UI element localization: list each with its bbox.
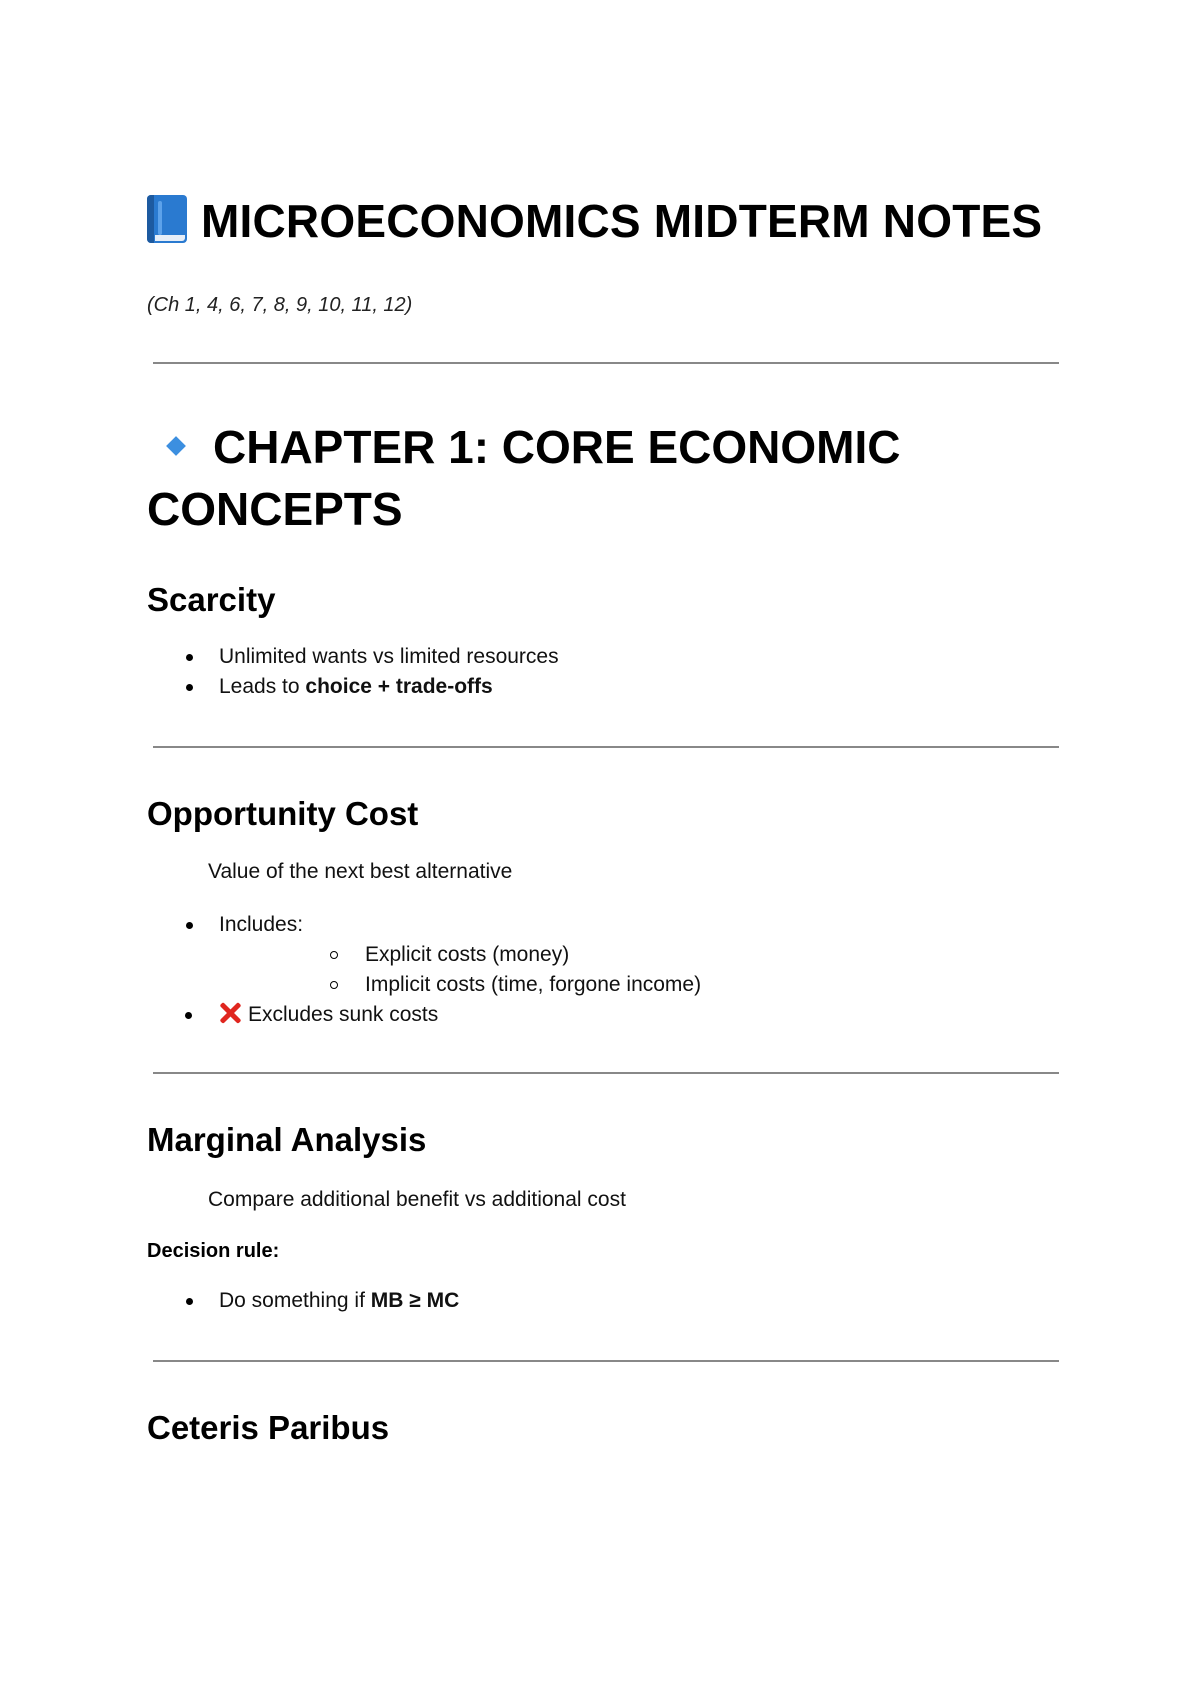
marginal-analysis-definition: Compare additional benefit vs additional cost (208, 1188, 626, 1211)
chapters-note: (Ch 1, 4, 6, 7, 8, 9, 10, 11, 12) (147, 294, 413, 316)
chapter-title-text: CHAPTER 1: CORE ECONOMIC CONCEPTS (147, 421, 901, 535)
scarcity-list (147, 642, 1059, 702)
includes-sublist (219, 940, 1059, 1000)
decision-rule-label: Decision rule: (147, 1240, 280, 1262)
section-heading-ceteris-paribus: Ceteris Paribus (147, 1409, 390, 1446)
chapter-title (147, 416, 1059, 540)
small-blue-diamond-icon (166, 436, 186, 456)
divider (153, 362, 1059, 364)
divider (153, 1360, 1059, 1362)
opportunity-cost-list (147, 910, 1059, 1030)
document-page (147, 190, 1059, 1448)
list-item: Do something if MB ≥ MC (147, 1286, 1059, 1316)
opportunity-cost-definition: Value of the next best alternative (208, 860, 513, 883)
section-heading-opportunity-cost: Opportunity Cost (147, 795, 419, 832)
decision-rule-list (147, 1286, 1059, 1316)
list-item: Includes: Explicit costs (money) Implicit costs (time, forgone income) (147, 910, 1059, 1000)
section-heading-marginal-analysis: Marginal Analysis (147, 1121, 427, 1158)
sub-list-item: Explicit costs (money) (219, 940, 1059, 970)
list-item: Leads to choice + trade-offs (147, 672, 1059, 702)
sub-list-item: Implicit costs (time, forgone income) (219, 970, 1059, 1000)
section-heading-scarcity: Scarcity (147, 581, 276, 618)
divider (153, 1072, 1059, 1074)
divider (153, 746, 1059, 748)
blue-book-icon (147, 195, 187, 243)
document-title (147, 190, 1059, 252)
red-cross-mark-icon (218, 1001, 242, 1025)
list-item: Unlimited wants vs limited resources (147, 642, 1059, 672)
document-title-text: MICROECONOMICS MIDTERM NOTES (201, 195, 1043, 247)
list-item: Excludes sunk costs (146, 1000, 1059, 1030)
